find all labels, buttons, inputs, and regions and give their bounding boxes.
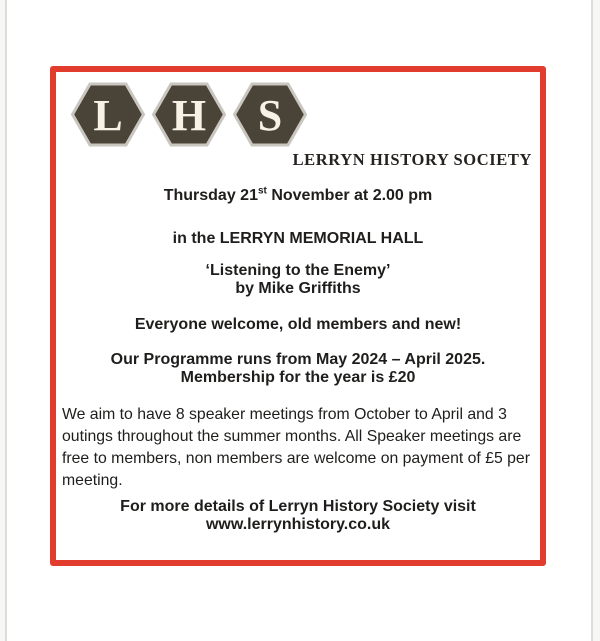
page-edge-left: [5, 0, 7, 641]
hexagon-s-icon: [233, 82, 307, 147]
talk-block: [56, 262, 540, 297]
website-url: www.lerrynhistory.co.uk: [205, 515, 391, 533]
event-date-suffix: November at 2.00 pm: [266, 187, 433, 204]
footer-more-details: For more details of Lerryn History Society visit: [120, 498, 476, 515]
logo-letter-l: L: [93, 91, 123, 140]
talk-speaker: by Mike Griffiths: [235, 279, 361, 297]
hexagon-h-icon: [152, 82, 226, 147]
event-date-line: [56, 186, 540, 206]
hexagon-l-icon: [71, 82, 145, 147]
talk-title: ‘Listening to the Enemy’: [205, 262, 391, 279]
programme-dates: Our Programme runs from May 2024 – April 2025.: [110, 351, 486, 368]
footer-block: [56, 498, 540, 533]
page-margin-right: [593, 0, 600, 641]
event-date-ordinal: st: [257, 185, 267, 197]
details-paragraph: We aim to have 8 speaker meetings from October to April and 3 outings throughout the summer months. All Speaker meetings are free to members, non members are welcome on payment of £5 per meeting.: [62, 406, 530, 489]
welcome-line: Everyone welcome, old members and new!: [134, 316, 462, 333]
logo-letter-h: H: [171, 91, 207, 140]
membership-fee: Membership for the year is £20: [180, 368, 416, 386]
logo-letter-s: S: [257, 91, 283, 140]
page-edge-right: [591, 0, 593, 641]
flyer-red-border-box: [50, 66, 546, 566]
venue-line: in the LERRYN MEMORIAL HALL: [172, 230, 424, 247]
society-name-heading: LERRYN HISTORY SOCIETY: [292, 150, 532, 169]
lhs-logo: [71, 82, 540, 147]
programme-block: [56, 351, 540, 386]
event-date-prefix: Thursday 21: [163, 187, 258, 204]
